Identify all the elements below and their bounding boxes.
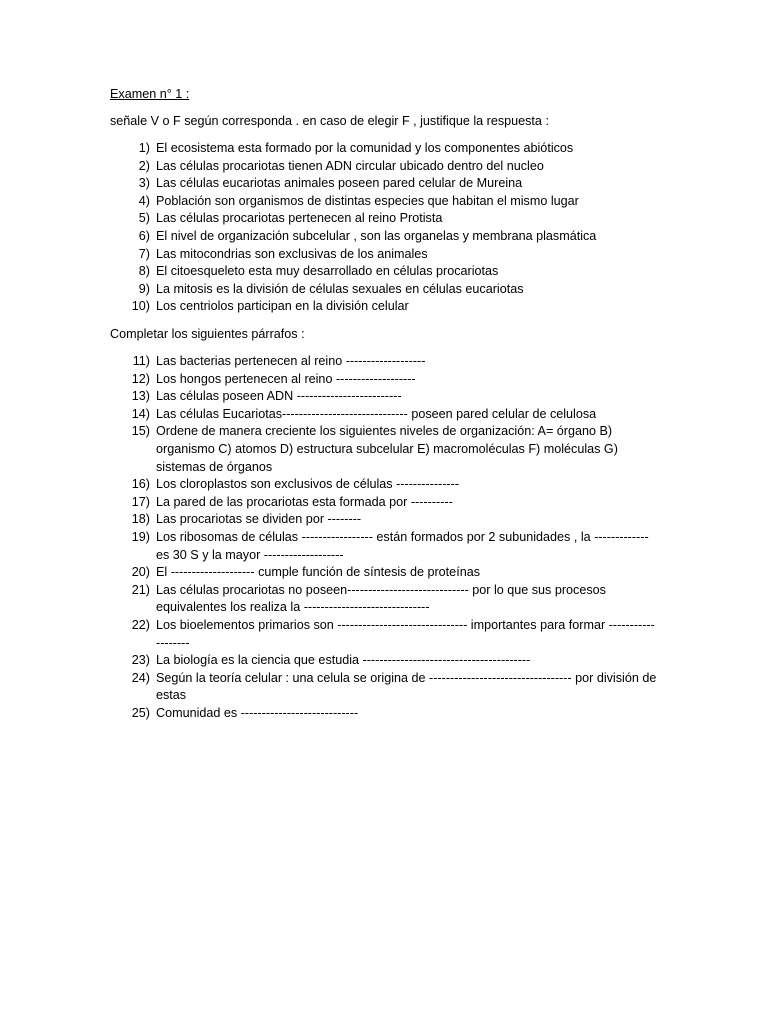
item-text: Las células Eucariotas------------------------------ poseen pared celular de celulosa: [156, 406, 597, 421]
item-text: Población son organismos de distintas especies que habitan el mismo lugar: [156, 193, 579, 208]
item-number: 9): [138, 281, 150, 296]
item-text: El ecosistema esta formado por la comunidad y los componentes abióticos: [156, 141, 574, 155]
item-text: La pared de las procariotas esta formada por ----------: [156, 494, 453, 509]
item-text: Las mitocondrias son exclusivas de los animales: [156, 246, 428, 261]
item-text: Los ribosomas de células ----------------- están formados por 2 subunidades , la -------------es 30 S y la mayor -------------------: [156, 529, 649, 562]
item-number: 12): [131, 371, 150, 386]
completion-list: [110, 353, 658, 722]
item-number: 17): [131, 494, 150, 509]
list-item: [110, 564, 658, 582]
item-text: Las células poseen ADN -------------------------: [156, 389, 402, 404]
list-item: [110, 246, 658, 264]
item-number: 20): [131, 565, 150, 580]
list-item: [110, 353, 658, 371]
completion-section-title: Completar los siguientes párrafos :: [110, 327, 305, 341]
list-item: [110, 371, 658, 389]
item-number: 16): [131, 477, 150, 492]
list-item: [110, 423, 658, 476]
item-number: 2): [138, 158, 150, 173]
list-item: [110, 193, 658, 211]
list-item: [110, 476, 658, 494]
list-item: [110, 281, 658, 299]
item-text: Las procariotas se dividen por --------: [156, 512, 362, 527]
item-number: 24): [131, 670, 150, 685]
list-item: [110, 670, 658, 705]
item-text: Las células procariotas pertenecen al reino Protista: [156, 211, 443, 226]
list-item: [110, 158, 658, 176]
item-number: 13): [131, 389, 150, 404]
item-number: 3): [138, 176, 150, 191]
item-number: 15): [131, 424, 150, 439]
list-item: [110, 175, 658, 193]
item-number: 10): [131, 299, 150, 314]
item-text: Comunidad es ----------------------------: [156, 705, 359, 720]
list-item: [110, 652, 658, 670]
list-item: [110, 511, 658, 529]
list-item: [110, 705, 658, 723]
item-number: 4): [138, 193, 150, 208]
item-number: 19): [131, 529, 150, 544]
item-number: 22): [131, 617, 150, 632]
item-text: Ordene de manera creciente los siguientes niveles de organización: A= órgano B) organismo C) atomos D) estructura subcelular E) macromoléculas F) moléculas G) sistemas de órganos: [156, 424, 618, 474]
item-number: 5): [138, 211, 150, 226]
list-item: [110, 529, 658, 564]
exam-title: Examen n° 1 :: [110, 87, 190, 101]
item-text: Las células procariotas tienen ADN circular ubicado dentro del nucleo: [156, 158, 544, 173]
item-text: Los cloroplastos son exclusivos de células ---------------: [156, 477, 460, 492]
item-number: 8): [138, 264, 150, 279]
list-item: [110, 210, 658, 228]
list-item: [110, 406, 658, 424]
list-item: [110, 494, 658, 512]
item-text: Los bioelementos primarios son ------------------------------- importantes para formar -------------------: [156, 617, 655, 650]
item-text: Las células eucariotas animales poseen pared celular de Mureina: [156, 176, 523, 191]
item-number: 14): [131, 406, 150, 421]
item-text: Las bacterias pertenecen al reino -------------------: [156, 354, 426, 368]
item-text: La biología es la ciencia que estudia ----------------------------------------: [156, 653, 531, 668]
item-number: 7): [138, 246, 150, 261]
list-item: [110, 298, 658, 316]
list-item: [110, 263, 658, 281]
item-number: 11): [132, 354, 150, 368]
true-false-instruction: señale V o F según corresponda . en caso de elegir F , justifique la respuesta :: [110, 114, 549, 128]
item-text: El nivel de organización subcelular , son las organelas y membrana plasmática: [156, 228, 597, 243]
true-false-list: [110, 140, 658, 316]
item-number: 1): [138, 141, 150, 155]
item-text: Las células procariotas no poseen----------------------------- por lo que sus procesos equivalentes los realiza la ------------------------------: [156, 582, 606, 615]
item-number: 6): [138, 228, 150, 243]
list-item: [110, 228, 658, 246]
list-item: [110, 582, 658, 617]
item-text: La mitosis es la división de células sexuales en células eucariotas: [156, 281, 524, 296]
list-item: [110, 617, 658, 652]
item-number: 18): [131, 512, 150, 527]
item-text: Según la teoría celular : una celula se origina de ---------------------------------- por división de estas: [156, 670, 657, 703]
item-text: Los hongos pertenecen al reino -------------------: [156, 371, 416, 386]
list-item: [110, 388, 658, 406]
item-text: El -------------------- cumple función de síntesis de proteínas: [156, 565, 480, 580]
item-text: Los centriolos participan en la división celular: [156, 299, 409, 314]
list-item: [110, 140, 658, 158]
item-number: 21): [131, 582, 150, 597]
item-text: El citoesqueleto esta muy desarrollado en células procariotas: [156, 264, 499, 279]
item-number: 25): [131, 705, 150, 720]
item-number: 23): [131, 653, 150, 668]
